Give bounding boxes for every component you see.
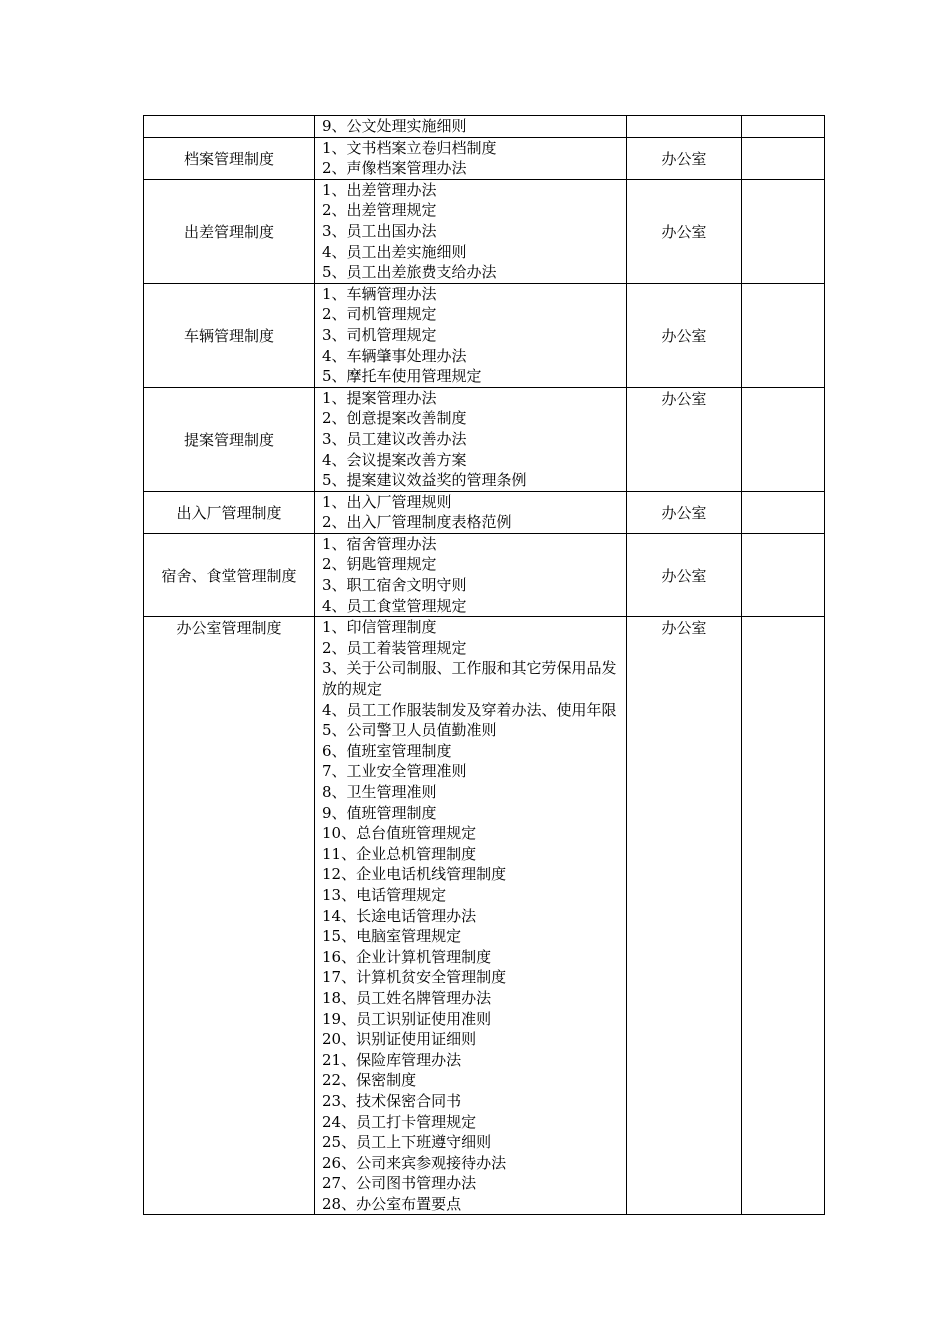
items-cell [315,283,627,387]
list-item: 23、技术保密合同书 [322,1091,462,1110]
list-item: 2、员工着装管理规定 [322,638,467,657]
category-cell: 宿舍、食堂管理制度 [144,533,315,616]
department-cell: 办公室 [627,617,742,1215]
table-row [144,387,825,491]
list-item: 27、公司图书管理办法 [322,1174,477,1193]
list-item: 5、公司警卫人员值勤准则 [322,721,497,740]
table-row [144,137,825,179]
list-item: 3、司机管理规定 [322,325,437,344]
list-item: 12、企业电话机线管理制度 [322,865,507,884]
list-item: 17、计算机贫安全管理制度 [322,968,507,987]
table-row [144,116,825,138]
list-item: 4、会议提案改善方案 [322,450,467,469]
list-item: 26、公司来宾参观接待办法 [322,1153,507,1172]
list-item: 3、关于公司制服、工作服和其它劳保用品发放的规定 [322,659,617,699]
table-row [144,617,825,1215]
list-item: 4、员工出差实施细则 [322,242,467,261]
list-item: 18、员工姓名牌管理办法 [322,988,492,1007]
list-item: 2、司机管理规定 [322,305,437,324]
list-item: 2、声像档案管理办法 [322,159,467,178]
category-cell: 出入厂管理制度 [144,491,315,533]
category-cell: 出差管理制度 [144,179,315,283]
list-item: 22、保密制度 [322,1071,417,1090]
list-item: 2、钥匙管理规定 [322,555,437,574]
list-item: 25、员工上下班遵守细则 [322,1133,492,1152]
list-item: 10、总台值班管理规定 [322,824,477,843]
items-cell [315,491,627,533]
department-cell: 办公室 [627,137,742,179]
remarks-cell [742,137,825,179]
category-cell: 车辆管理制度 [144,283,315,387]
list-item: 9、值班管理制度 [322,803,437,822]
list-item: 13、电话管理规定 [322,885,447,904]
list-item: 24、员工打卡管理规定 [322,1112,477,1131]
department-cell: 办公室 [627,533,742,616]
table-row [144,491,825,533]
list-item: 2、出差管理规定 [322,201,437,220]
list-item: 8、卫生管理准则 [322,783,437,801]
list-item: 3、员工出国办法 [322,221,437,240]
list-item: 1、文书档案立卷归档制度 [322,138,497,157]
items-cell [315,533,627,616]
department-cell: 办公室 [627,491,742,533]
list-item: 6、值班室管理制度 [322,741,452,760]
remarks-cell [742,179,825,283]
regulations-table [143,115,825,1215]
category-cell [144,116,315,138]
list-item: 4、车辆肇事处理办法 [322,346,467,365]
items-cell [315,179,627,283]
items-cell [315,137,627,179]
items-cell [315,617,627,1215]
list-item: 9、公文处理实施细则 [322,117,467,135]
remarks-cell [742,283,825,387]
list-item: 4、员工工作服装制发及穿着办法、使用年限 [322,700,617,719]
table-row [144,179,825,283]
list-item: 16、企业计算机管理制度 [322,947,492,966]
department-cell: 办公室 [627,387,742,491]
list-item: 14、长途电话管理办法 [322,906,477,925]
department-cell: 办公室 [627,179,742,283]
list-item: 4、员工食堂管理规定 [322,596,467,615]
list-item: 28、办公室布置要点 [322,1194,462,1213]
list-item: 1、印信管理制度 [322,618,437,637]
list-item: 1、提案管理办法 [322,388,437,407]
list-item: 1、出差管理办法 [322,180,437,199]
list-item: 5、员工出差旅费支给办法 [322,263,497,282]
list-item: 1、出入厂管理规则 [322,492,452,511]
remarks-cell [742,617,825,1215]
items-cell [315,116,627,138]
remarks-cell [742,533,825,616]
table-row [144,283,825,387]
remarks-cell [742,491,825,533]
items-cell [315,387,627,491]
list-item: 5、提案建议效益奖的管理条例 [322,471,527,490]
table-row [144,533,825,616]
department-cell: 办公室 [627,283,742,387]
list-item: 19、员工识别证使用准则 [322,1009,492,1028]
list-item: 1、宿舍管理办法 [322,534,437,553]
list-item: 2、出入厂管理制度表格范例 [322,513,512,532]
category-cell: 档案管理制度 [144,137,315,179]
list-item: 11、企业总机管理制度 [322,844,477,863]
list-item: 15、电脑室管理规定 [322,927,462,946]
regulations-table-body [144,116,825,1215]
category-cell: 提案管理制度 [144,387,315,491]
list-item: 2、创意提案改善制度 [322,409,467,428]
list-item: 7、工业安全管理准则 [322,762,467,781]
remarks-cell [742,116,825,138]
list-item: 3、职工宿舍文明守则 [322,576,467,595]
remarks-cell [742,387,825,491]
list-item: 5、摩托车使用管理规定 [322,367,482,386]
list-item: 20、识别证使用证细则 [322,1030,477,1049]
category-cell: 办公室管理制度 [144,617,315,1215]
department-cell [627,116,742,138]
list-item: 3、员工建议改善办法 [322,429,467,448]
list-item: 1、车辆管理办法 [322,284,437,303]
list-item: 21、保险库管理办法 [322,1050,462,1069]
